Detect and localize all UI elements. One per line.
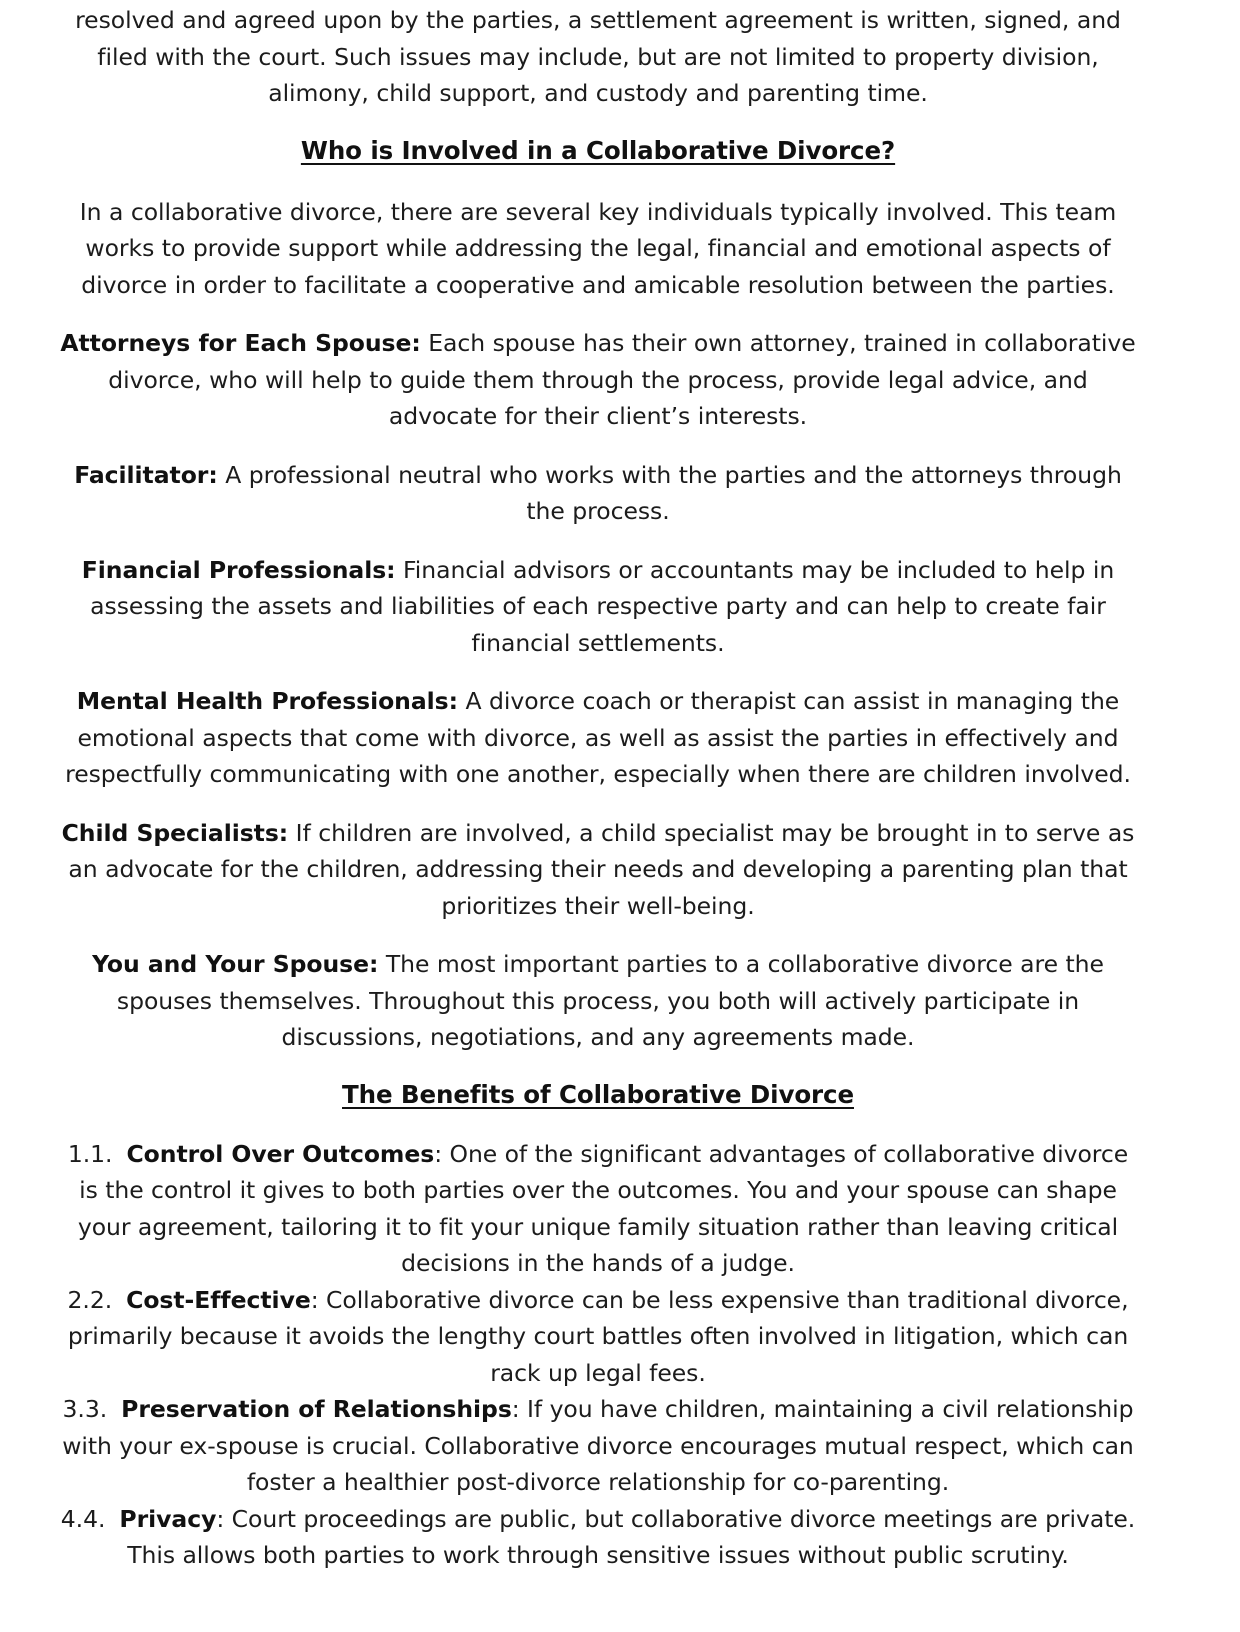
role-attorneys-for-each-spouse: [60, 325, 1136, 435]
benefit-text-control-over-outcomes: : One of the significant advantages of collaborative divorce is the control it gives to both parties over the outcomes. You and your spouse can shape your agreement, tailoring it to fit your unique family situation rather than leaving critical decisions in the hands of a judge.: [77, 1139, 1129, 1277]
benefit-label-cost-effective: Cost-Effective: [126, 1285, 311, 1314]
benefit-label-privacy: Privacy: [119, 1504, 217, 1533]
role-label-child-specialists: Child Specialists:: [61, 818, 289, 847]
list-item: [60, 1282, 1136, 1392]
benefit-text-cost-effective: : Collaborative divorce can be less expensive than traditional divorce, primarily because it avoids the lengthy court battles often involved in litigation, which can rack up legal fees.: [67, 1285, 1129, 1387]
role-label-facilitator: Facilitator:: [74, 460, 218, 489]
document-body: [60, 0, 1136, 1574]
role-text-financial-professionals: Financial advisors or accountants may be included to help in assessing the assets and liabilities of each respective party and can help to create fair financial settlements.: [90, 555, 1115, 657]
paragraph-intro-continuation: resolved and agreed upon by the parties, a settlement agreement is written, signed, and filed with the court. Such issues may include, but are not limited to property division, alimony, child support, and custody and parenting time.: [75, 6, 1121, 107]
role-label-you-and-your-spouse: You and Your Spouse:: [92, 950, 379, 978]
list-item: [60, 1501, 1136, 1574]
paragraph-who-intro: In a collaborative divorce, there are several key individuals typically involved. This team works to provide support while addressing the legal, financial and emotional aspects of divorce in order to facilitate a cooperative and amicable resolution between the parties.: [79, 197, 1117, 299]
benefit-text-preservation-of-relationships: : If you have children, maintaining a civil relationship with your ex-spouse is crucial. Collaborative divorce encourages mutual respect, which can foster a healthier post-divorce relationship for co-parenting.: [62, 1395, 1134, 1496]
role-child-specialists: [60, 815, 1136, 925]
role-text-attorneys: Each spouse has their own attorney, trained in collaborative divorce, who will help to guide them through the process, provide legal advice, and advocate for their client’s interests.: [108, 329, 1136, 430]
list-marker-3: 3.: [84, 1395, 108, 1423]
benefit-label-preservation-of-relationships: Preservation of Relationships: [121, 1395, 512, 1423]
benefit-label-control-over-outcomes: Control Over Outcomes: [126, 1139, 435, 1168]
list-item: [60, 1391, 1136, 1501]
role-text-child-specialists: If children are involved, a child specialist may be brought in to serve as an advocate for the children, addressing their needs and developing a parenting plan that prioritizes their well-being.: [68, 818, 1135, 920]
role-facilitator: [60, 457, 1136, 530]
list-item: [60, 1136, 1136, 1282]
list-marker-4: 4.: [83, 1504, 106, 1533]
role-you-and-your-spouse: [60, 946, 1136, 1056]
role-text-you-and-your-spouse: The most important parties to a collaborative divorce are the spouses themselves. Throughout this process, you both will actively participate in discussions, negotiations, and any agreements made.: [116, 950, 1104, 1051]
heading-who-is-involved: Who is Involved in a Collaborative Divorce?: [300, 135, 896, 165]
role-text-mental-health-professionals: A divorce coach or therapist can assist in managing the emotional aspects that come with divorce, as well as assist the parties in effectively and respectfully communicating with one another, especially when there are children involved.: [65, 687, 1131, 788]
role-financial-professionals: [60, 552, 1136, 662]
role-text-facilitator: A professional neutral who works with the parties and the attorneys through the process.: [217, 460, 1122, 525]
role-mental-health-professionals: [60, 683, 1136, 793]
benefits-list: [60, 1136, 1136, 1574]
role-label-attorneys: Attorneys for Each Spouse:: [60, 329, 421, 357]
list-marker-1: 1.: [90, 1139, 113, 1168]
role-label-financial-professionals: Financial Professionals:: [81, 555, 396, 584]
list-marker-2: 2.: [89, 1285, 113, 1314]
role-label-mental-health-professionals: Mental Health Professionals:: [76, 687, 458, 715]
heading-benefits-of-collaborative-divorce: The Benefits of Collaborative Divorce: [342, 1079, 854, 1109]
benefit-text-privacy: : Court proceedings are public, but collaborative divorce meetings are private. This allows both parties to work through sensitive issues without public scrutiny.: [127, 1504, 1136, 1569]
